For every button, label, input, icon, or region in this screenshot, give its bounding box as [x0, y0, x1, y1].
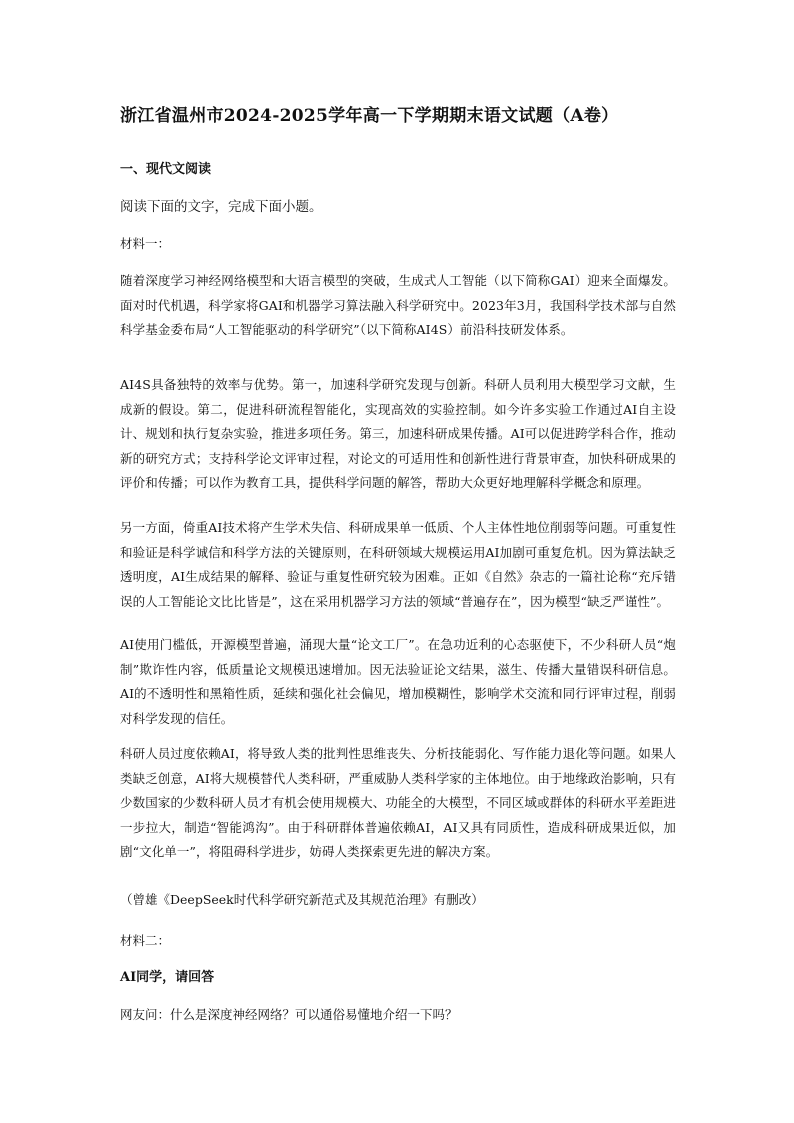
document-title: 浙江省温州市2024-2025学年高一下学期期末语文试题（A卷）: [120, 106, 619, 126]
material-one-label: 材料一：: [120, 236, 171, 251]
section-heading: 一、现代文阅读: [120, 162, 212, 177]
material-two-label: 材料二：: [120, 933, 171, 948]
paragraph-1: 随着深度学习神经网络模型和大语言模型的突破，生成式人工智能（以下简称GAI）迎来全面爆发。面对时代机遇，科学家将GAI和机器学习算法融入科学研究中。2023年3月，我国科学技术部与自然科学基金委布局“人工智能驱动的科学研究”（以下简称AI4S）前沿科技研发体系。: [120, 273, 676, 337]
source-citation: （曾雄《DeepSeek时代科学研究新范式及其规范治理》有删改）: [120, 892, 484, 907]
paragraph-5: 科研人员过度依赖AI，将导致人类的批判性思维丧失、分析技能弱化、写作能力退化等问题。如果人类缺乏创意，AI将大规模替代人类科研，严重威胁人类科学家的主体地位。由于地缘政治影响，只有少数国家的少数科研人员才有机会使用规模大、功能全的大模型，不同区域或群体的科研水平差距进一步拉大，制造“智能鸿沟”。由于科研群体普遍依赖AI，AI又具有同质性，造成科研成果近似，加剧“文化单一”，将阻碍科学进步，妨碍人类探索更先进的解决方案。: [120, 746, 676, 859]
paragraph-3: 另一方面，倚重AI技术将产生学术失信、科研成果单一低质、个人主体性地位削弱等问题。可重复性和验证是科学诚信和科学方法的关键原则，在科研领域大规模运用AI加剧可重复危机。因为算法缺乏透明度，AI生成结果的解释、验证与重复性研究较为困难。正如《自然》杂志的一篇社论称“充斥错误的人工智能论文比比皆是”，这在采用机器学习方法的领域“普遍存在”，因为模型“缺乏严谨性”。: [120, 520, 676, 609]
paragraph-2: AI4S具备独特的效率与优势。第一，加速科学研究发现与创新。科研人员利用大模型学习文献，生成新的假设。第二，促进科研流程智能化，实现高效的实验控制。如今许多实验工作通过AI自主设计、规划和执行复杂实验，推进多项任务。第三，加速科研成果传播。AI可以促进跨学科合作，推动新的研究方式；支持科学论文评审过程，对论文的可适用性和创新性进行背景审查，加快科研成果的评价和传播；可以作为教育工具，提供科学问题的解答，帮助大众更好地理解科学概念和原理。: [120, 377, 676, 490]
paragraph-4: AI使用门槛低，开源模型普遍，涌现大量“论文工厂”。在急功近利的心态驱使下，不少科研人员“炮制”欺诈性内容，低质量论文规模迅速增加。因无法验证论文结果，滋生、传播大量错误科研信息。AI的不透明性和黑箱性质，延续和强化社会偏见，增加模糊性，影响学术交流和同行评审过程，削弱对科学发现的信任。: [120, 637, 676, 726]
material-two-subheading: AI同学，请回答: [120, 970, 215, 985]
netizen-question: 网友问：什么是深度神经网络？可以通俗易懂地介绍一下吗？: [120, 1007, 458, 1022]
reading-instruction: 阅读下面的文字，完成下面小题。: [120, 199, 323, 215]
